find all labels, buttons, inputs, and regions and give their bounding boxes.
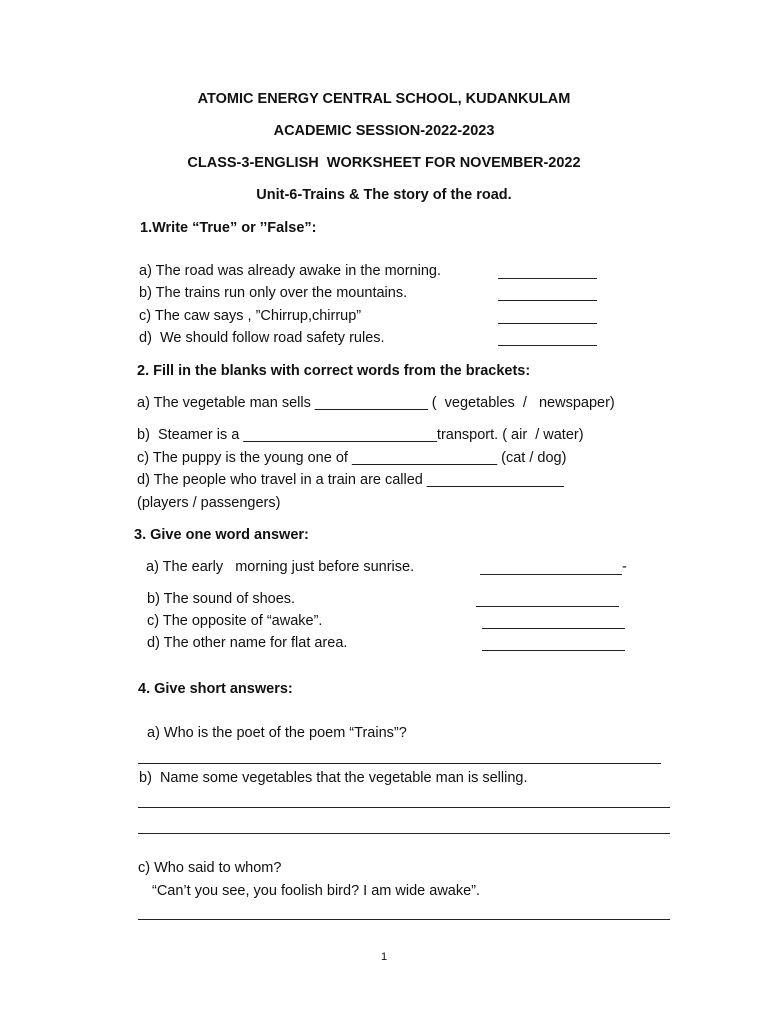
q1-item-a: a) The road was already awake in the morning. <box>139 263 441 279</box>
q3-blank-a-suffix: - <box>622 559 627 575</box>
q2-item-d: d) The people who travel in a train are called _________________ <box>137 472 564 488</box>
q1-title: 1.Write “True” or ’’False”: <box>140 220 317 236</box>
q3-item-b: b) The sound of shoes. <box>147 591 296 607</box>
q1-item-d: d) We should follow road safety rules. <box>139 330 385 346</box>
q4-item-b: b) Name some vegetables that the vegetable man is selling. <box>139 770 528 786</box>
q4-answer-line-b1[interactable] <box>138 807 670 808</box>
school-name: ATOMIC ENERGY CENTRAL SCHOOL, KUDANKULAM <box>197 91 571 107</box>
q4-item-a: a) Who is the poet of the poem “Trains”? <box>147 725 407 741</box>
q2-item-a: a) The vegetable man sells ______________ ( vegetables / newspaper) <box>137 395 615 411</box>
q2-item-b: b) Steamer is a ________________________transport. ( air / water) <box>137 427 584 443</box>
q1-blank-c[interactable] <box>498 323 597 324</box>
page-number: 1 <box>380 951 388 963</box>
q4-answer-line-a[interactable] <box>138 763 661 764</box>
q3-blank-b[interactable] <box>476 606 619 607</box>
q4-item-c: c) Who said to whom? <box>138 860 282 876</box>
q4-answer-line-c[interactable] <box>138 919 670 920</box>
q1-blank-d[interactable] <box>498 345 597 346</box>
worksheet-title: CLASS-3-ENGLISH WORKSHEET FOR NOVEMBER-2022 <box>187 155 581 171</box>
q1-item-c: c) The caw says , ”Chirrup,chirrup” <box>139 308 362 324</box>
q3-item-c: c) The opposite of “awake”. <box>147 613 323 629</box>
q2-item-d-options: (players / passengers) <box>137 495 281 511</box>
q4-title: 4. Give short answers: <box>138 681 293 697</box>
q3-blank-c[interactable] <box>482 628 625 629</box>
unit-title: Unit-6-Trains & The story of the road. <box>256 187 512 203</box>
q4-answer-line-b2[interactable] <box>138 833 670 834</box>
q2-item-c: c) The puppy is the young one of __________________ (cat / dog) <box>137 450 567 466</box>
q3-item-d: d) The other name for flat area. <box>147 635 348 651</box>
q3-blank-a[interactable] <box>480 574 622 575</box>
q1-item-b: b) The trains run only over the mountains. <box>139 285 408 301</box>
q2-title: 2. Fill in the blanks with correct words from the brackets: <box>137 363 531 379</box>
q1-blank-a[interactable] <box>498 278 597 279</box>
academic-session: ACADEMIC SESSION-2022-2023 <box>273 123 495 139</box>
q4-item-c-quote: “Can’t you see, you foolish bird? I am wide awake”. <box>152 883 481 899</box>
q3-item-a: a) The early morning just before sunrise. <box>146 559 415 575</box>
q3-blank-d[interactable] <box>482 650 625 651</box>
q3-title: 3. Give one word answer: <box>134 527 309 543</box>
q1-blank-b[interactable] <box>498 300 597 301</box>
